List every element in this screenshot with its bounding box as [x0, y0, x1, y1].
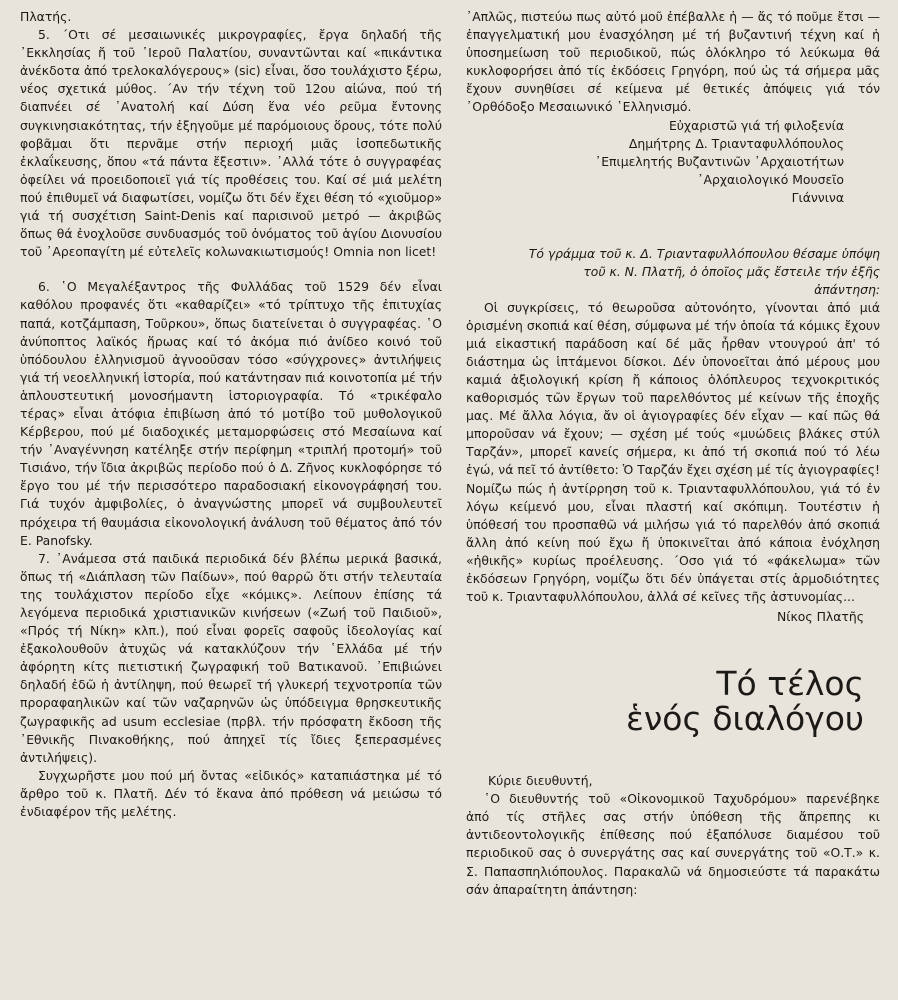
paragraph-note-5: 5. ΄Οτι σέ μεσαιωνικές μικρογραφίες, ἔργα δηλαδή τῆς ᾿Εκκλησίας ἤ τοῦ ῾Ιεροῦ Παλατίου, συναντῶνται καί «πικάντικα ἀνέκδοτα ἀπό τρελοκαλόγερους» (sic) εἶναι, ὅσο τουλάχιστο ξέρω, νέος σχετικά μύθος. ΄Αν τήν τέχνη τοῦ 12ου αἰώνα, πού τή διαπνέει σέ ᾿Ανατολή καί Δύση ἕνα νέο ρεῦμα ἔντονης συγκινησιακότητας, τήν ἐξηγοῦμε μέ παρόμοιους ὅρους, τότε πολύ φοβᾶμαι ὅτι περνᾶμε στήν περιοχή μιᾶς ἰσοπεδωτικῆς ἐκλαΐκευσης, ὅπου «τά πάντα ἔξεστιν». ᾿Αλλά τότε ὁ συγγραφέας ὀφείλει νά προειδοποιεῖ γιά τίς προθέσεις του. Καί σέ μιά μελέτη πού ἐπιθυμεῖ νά διαφωτίσει, νομίζω ὅτι δέν ἔχει θέση τό «χιοῦμορ» γιά τή συσχέτιση Saint-Denis καί παρισινοῦ μετρό — ἀκριβῶς ὅπως θά ἐνοχλοῦσε συνδυασμός τοῦ ὀνόματος τοῦ ἁγίου Διονυσίου τοῦ ᾿Αρεοπαγίτη μέ εὐτελεῖς κολωνακιωτισμούς! Omnia non licet!	[20, 27, 442, 260]
left-column	[20, 8, 442, 821]
paragraph-reply: Οἱ συγκρίσεις, τό θεωροῦσα αὐτονόητο, γίνονται ἀπό μιά ὁρισμένη σκοπιά καί θέση, σύμφωνα μέ τήν ὁποία τά κόμικς ἔχουν μιά εἰκαστική παράδοση καί δέ μᾶς ἦρθαν ντουγρού ἀπ' τό διάστημα ὡς ἱπτάμενοι δίσκοι. Δέν ὑπονοεῖται ἀπό μέρους μου καμιά ἀξιολογική κρίση ἤ κάποιος ὁλόπλευρος τεχνοκριτικός καθορισμός τῶν ἔργων τοῦ παρελθόντος μέ κείνων τῆς ἐποχῆς μας. Μέ ἄλλα λόγια, ἄν οἱ ἁγιογραφίες δέν εἶχαν — καί πῶς θά μποροῦσαν νά ἔχουν; — σχέση μέ τούς «μυώδεις βλάκες στύλ Ταρζάν», μπορεῖ κανείς σήμερα, κι ἀπό τή σκοπιά πού τό λέω ἐγώ, νά πεῖ τό ἀντίθετο: Ὁ Ταρζάν ἔχει σχέση μέ τίς ἁγιογραφίες! Νομίζω πώς ἡ ἀντίρρηση τοῦ κ. Τριανταφυλλόπουλου, γιά τό ἐν λόγω κείμενό μου, εἶναι πλαστή καί σκόπιμη. Τουτέστιν ἡ ὑπόθεσή του προσπαθῶ νά μιλήσω γιά τό παρελθόν ἀπό σκοπιά ἄλλη ἀπό κείνη πού ἔχω ἤ ὑποκινεῖται ἀπό κάποια ἐνόχληση «ἠθικῆς» κυρίως προέλευσης. ΄Οσο γιά τό «φάκελωμα» τῶν ἐκδόσεων Γρηγόρη, νομίζω ὅτι δέν ὑπάγεται στίς ἁρμοδιότητες τοῦ κ. Τριανταφυλλόπουλου, ἀλλά σέ κεῖνες τῆς ἀστυνομίας...	[466, 299, 880, 605]
signature-line: ᾿Επιμελητής Βυζαντινῶν ᾿Αρχαιοτήτων	[595, 153, 844, 169]
editor-intro: Τό γράμμα τοῦ κ. Δ. Τριανταφυλλόπουλου θέσαμε ὑπόψη τοῦ κ. Ν. Πλατῆ, ὁ ὁποῖος μᾶς ἔστειλε τήν ἑξῆς ἀπάντηση:	[528, 245, 880, 297]
paragraph-letter-body: ῾Ο διευθυντής τοῦ «Οἰκονομικοῦ Ταχυδρόμου» παρενέβηκε ἀπό τίς στῆλες σας στήν ὑπόθεση τῆς ἄπρεπης κι ἀντιδεοντολογικῆς ἐπίθεσης πού ἐξαπόλυσε διαμέσου τοῦ περιοδικοῦ σας ὁ συνεργάτης σας καί συνεργάτης τοῦ «Ο.Τ.» κ. Σ. Παπασπηλιόπουλος. Παρακαλῶ νά δημοσιεύστε τά παρακάτω σάν ἀπαραίτητη ἀπάντηση:	[466, 791, 880, 897]
letter-salutation: Κύριε διευθυντή,	[488, 773, 593, 789]
reply-signature: Νίκος Πλατῆς	[777, 609, 864, 625]
paragraph-letter-end: ᾿Απλῶς, πιστεύω πως αὐτό μοῦ ἐπέβαλλε ἡ — ἄς τό ποῦμε ἔτσι — ἐπαγγελματική μου ἐνασχόληση μέ τή βυζαντινή τέχνη καί ἡ ὑποσημείωση τοῦ περιοδικοῦ, πώς ὁλόκληρο τό λεύκωμα θά κυκλοφορήσει ἀπό τίς ἐκδόσεις Γρηγόρη, πού ὡς τά σήμερα μᾶς ἔχουν συνηθίσει σέ κείμενα μέ θετικές ἀπόψεις γιά τόν ᾿Ορθόδοξο Μεσαιωνικό ῾Ελληνισμό.	[466, 9, 880, 115]
right-column	[466, 8, 880, 899]
signature-line: Δημήτρης Δ. Τριανταφυλλόπουλος	[628, 135, 844, 151]
paragraph-closing: Συγχωρῆστε μου πού μή ὄντας «εἰδικός» καταπιάστηκα μέ τό ἄρθρο τοῦ κ. Πλατῆ. Δέν τό ἔκανα ἀπό πρόθεση νά μειώσω τό ἐνδιαφέρον τῆς μελέτης.	[20, 767, 442, 820]
signature-line: Γιάννινα	[791, 189, 844, 205]
signature-line: ᾿Αρχαιολογικό Μουσεῖο	[697, 171, 844, 187]
paragraph-continuation: Πλατής.	[20, 9, 72, 24]
paragraph-note-6: 6. ῾Ο Μεγαλέξαντρος τῆς Φυλλάδας τοῦ 1529 δέν εἶναι καθόλου προφανές ὅτι «καθαρίζει» «τό τρίπτυχο τῆς ἐπιτυχίας παπά, κοτζάμπαση, Τοῦρκου», ὅπως διατείνεται ὁ συγγραφέας. ῾Ο ἀνύποπτος λαϊκός ἥρωας καί τό ἀκόμα πιό ἀνίδεο κοινό τοῦ ὑπόδουλου ἑλληνισμοῦ ἀγνοοῦσαν τόσο «σύγχρονες» ἀντιλήψεις γιά τή νεοελληνική ἱστορία, πού κατάντησαν πιά κοινοτοπία μέ τήν ἁπλουστευτική μονοσήμαντη ἱστοριογραφία. Τό «τρικέφαλο τέρας» εἶναι ἀτόφια ἐπιβίωση ἀπό τό μοτίβο τοῦ μυθολογικοῦ Κέρβερου, πού μέ διαδοχικές μεταμορφώσεις στό Μεσαίωνα καί τήν ᾿Αναγέννηση κατέληξε στήν περίφημη «τριπλή προτομή» τοῦ Τισιάνο, τήν ἴδια ἀκριβῶς περίοδο πού ὁ Δ. Ζῆνος κυκλοφόρησε τό ἔργο του μέ τήν περισσότερο παραδοσιακή εἰκονογράφησή του. Γιά τυχόν ἀμφιβολίες, ὁ ἀναγνώστης μπορεῖ νά συμβουλευτεῖ πρόχειρα τή θαυμάσια εἰκονολογική ἀνάλυση τοῦ θέματος ἀπό τόν E. Panofsky.	[20, 279, 442, 548]
letter-signature-block	[466, 117, 880, 207]
headline-line-1: Τό τέλος	[716, 664, 864, 704]
paragraph-note-7: 7. ᾿Ανάμεσα στά παιδικά περιοδικά δέν βλέπω μερικά βασικά, ὅπως τή «Διάπλαση τῶν Παίδων», πού θαρρῶ ὅτι στήν τελευταία της τουλάχιστον περίοδο εἶχε «κόμικς». Λείπουν ἐπίσης τά λεγόμενα περιοδικά χριστιανικῶν κινήσεων («Ζωή τοῦ Παιδιοῦ», «Πρός τή Νίκη» κλπ.), πού εἶναι φορεῖς σαφοῦς ἰδεολογίας καί ἐξακολουθοῦν ἀτυχῶς νά κατακλύζουν τήν ῾Ελλάδα μέ τήν ἀφόρητη κίτς πιετιστική ζωγραφική τοῦ Βατικανοῦ. ᾿Επιβιώνει δηλαδή ἐδῶ ἡ ἀντίληψη, πού θεωρεῖ τή γλυκερή τεχνοτροπία τῶν προραφαηλικῶν καί τῶν ναζαρηνῶν ὡς ὑπόδειγμα θρησκευτικῆς ζωγραφικῆς ad usum ecclesiae (πρβλ. τήν πρόσφατη ἔκδοση τῆς ᾿Εθνικῆς Πινακοθήκης, πού ἀπηχεῖ τίς ἴδιες ξεπερασμένες ἀντιλήψεις).	[20, 550, 442, 765]
paragraph-gap	[20, 261, 442, 278]
section-headline	[466, 664, 880, 739]
signature-line: Εὐχαριστῶ γιά τή φιλοξενία	[668, 117, 844, 133]
headline-line-2: ἑνός διαλόγου	[626, 699, 864, 739]
